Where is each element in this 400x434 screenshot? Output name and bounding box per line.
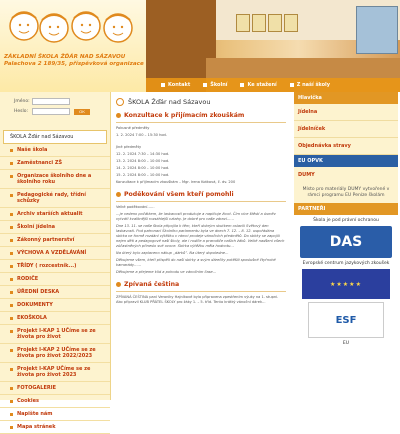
nav-kontakt[interactable] (156, 82, 195, 88)
eu-title: EU OPVK (294, 155, 398, 167)
dumy-text: Místo pro materiály DUMY vytvořené v rámci programu EU Peníze školám (302, 187, 390, 198)
header-banner (0, 0, 146, 92)
menu-bullet-icon (10, 387, 13, 390)
sidebar-item-label: Mapa stránek (17, 424, 56, 430)
sidebar-item-label: Naše škola (17, 147, 48, 153)
main-content (112, 92, 290, 400)
square-bullet-icon (240, 83, 244, 87)
sidebar-item-label: FOTOGALERIE (17, 385, 57, 391)
username-input[interactable] (32, 98, 70, 105)
menu-bullet-icon (10, 317, 13, 320)
menu-bullet-icon (10, 291, 13, 294)
sidebar-item[interactable] (0, 221, 110, 234)
section-title: Konzultace k přijímacím zkouškám (116, 112, 286, 119)
school-name-line1: ZÁKLADNÍ ŠKOLA ŽĎÁR NAD SÁZAVOU (4, 54, 126, 60)
sidebar-item-label: Projekt I-KAP 1 UČíme se ze života pro život (17, 328, 96, 340)
sidebar-item-label: Napište nám (17, 411, 53, 417)
schedule-line: 14. 2. 2024 8:00 – 10:00 hod. (116, 166, 170, 170)
das-logo[interactable]: DAS (300, 226, 392, 258)
right-box-title: Hlavička (294, 92, 398, 104)
sidebar-item[interactable] (0, 170, 110, 189)
photo-poster (252, 14, 266, 32)
school-name-line2: Palachova 2 189/35, příspěvková organizace (4, 60, 144, 67)
eu-flag-logo: ★★★★★ (302, 269, 390, 299)
menu-bullet-icon (10, 278, 13, 281)
menu-bullet-icon (10, 413, 13, 416)
sidebar-item-label: VÝCHOVA A VZDĚLÁVÁNÍ (17, 250, 87, 256)
menu-bullet-icon (10, 349, 13, 352)
schedule-line: 15. 2. 2024 8:00 – 10:00 hod. (116, 173, 170, 177)
sidebar-item[interactable] (0, 234, 110, 247)
sidebar-item[interactable] (0, 273, 110, 286)
sidebar-item[interactable] (0, 312, 110, 325)
consultation-schedule (116, 126, 286, 178)
paragraph: Na úterý bylo zaplaceno nákup „dárků“. Na úterý dopoledne… (116, 251, 229, 255)
sidebar-item-label: RODIČE (17, 276, 39, 282)
menu-bullet-icon (10, 426, 13, 429)
divider (116, 201, 286, 202)
eu-label: EU (298, 341, 394, 346)
section-title: Poděkování všem kteří pomohli (116, 191, 286, 198)
username-label: Jméno: (14, 99, 30, 104)
section-thanks (116, 191, 286, 275)
sidebar-item[interactable] (0, 382, 110, 395)
sidebar-item[interactable] (0, 363, 110, 382)
sidebar-item[interactable] (0, 144, 110, 157)
section-title: Zpívaná čeština (116, 281, 286, 288)
photo-poster (268, 14, 282, 32)
menu-bullet-icon (10, 304, 13, 307)
nav-label: Školní (210, 82, 228, 88)
sidebar-item-label: DOKUMENTY (17, 302, 53, 308)
partner-language-centre[interactable]: Evropské centrum jazykových zkoušek (298, 261, 394, 266)
link-jidelnicek[interactable]: Jídelníček (294, 121, 398, 138)
top-nav (146, 78, 400, 92)
schedule-line: 13. 2. 2024 8:00 – 10:00 hod. (116, 159, 170, 163)
thanks-paragraphs (116, 212, 286, 275)
sidebar-item-label: Organizace školního dne a školního roku (17, 173, 92, 185)
sidebar-item[interactable] (0, 408, 110, 421)
schedule-line: Pokusné předměty (116, 126, 150, 130)
sidebar-item[interactable] (0, 260, 110, 273)
schedule-line (116, 140, 286, 143)
nav-ke-stazeni[interactable] (235, 82, 281, 88)
home-icon (116, 98, 124, 106)
sidebar-item-label: Projekt I-KAP UČíme se ze života pro život 2023 (17, 366, 91, 378)
password-label: Heslo: (14, 109, 29, 114)
sidebar-item-label: TŘÍDY ( rozcestník...) (17, 263, 77, 269)
nav-skolni[interactable] (198, 82, 232, 88)
login-form (0, 92, 110, 128)
menu-bullet-icon (10, 162, 13, 165)
consultation-note: Konzultace k přijímacím zkouškám – Mgr. Irena Kotková, č. dv. 200 (116, 180, 236, 184)
canteen-links (294, 104, 398, 155)
sidebar-item[interactable] (0, 325, 110, 344)
bullet-icon (116, 113, 121, 118)
nav-label: Ke stažení (247, 82, 277, 88)
sidebar-item-label: Pedagogické rady, třídní schůzky (17, 192, 86, 204)
paragraph: …je vedeno počátkem, že laskavostí produkuje a naplňuje život. Čím více štěstí a úsměv vytváří kvalitnější rozsáhlejší vztahy. Je dobré pro naše zdraví…… (116, 212, 276, 221)
page-title-text: ŠKOLA Žďár nad Sázavou (128, 98, 211, 106)
sidebar-item-label: ŠKOLA Žďár nad Sázavou (10, 134, 74, 140)
dumy-title[interactable]: DUMY (298, 172, 315, 178)
divider (116, 122, 286, 123)
sidebar-item[interactable] (3, 130, 107, 144)
esf-logo[interactable]: ESF (308, 302, 384, 338)
square-bullet-icon (161, 83, 165, 87)
sidebar-menu (0, 130, 110, 434)
sidebar-item-label: Zákonný partnerství (17, 237, 75, 243)
menu-bullet-icon (10, 194, 13, 197)
menu-bullet-icon (10, 149, 13, 152)
menu-bullet-icon (10, 239, 13, 242)
menu-bullet-icon (10, 265, 13, 268)
greeting-text: Velké poděkování…… (116, 205, 155, 209)
sidebar-item[interactable] (0, 208, 110, 221)
menu-bullet-icon (10, 213, 13, 216)
sidebar-item-label: Školní jídelna (17, 224, 56, 230)
singing-czech-text: ZPÍVANÁ ČEŠTINA paní Veroniky Hajníkové byla připravena zpestřením výuky na 1. stupni. Ako připravil KLUB PŘÁTEL ŠKOLY pro žáky 1. – 5. tříd. Tento krátký vánoční dárek... (116, 295, 279, 304)
paragraph: Děkujeme všem, kteří přispěli do naší sbírky a svým dárečky potěšili sposlušné čtyřnohé kamarády…… (116, 258, 276, 267)
sidebar-item-label: Projekt I-KAP 2 UČíme se ze života pro život 2022/2023 (17, 347, 96, 359)
school-name (4, 54, 154, 68)
photo-poster (236, 14, 250, 32)
nav-label: Z naší školy (296, 82, 331, 88)
menu-bullet-icon (10, 368, 13, 371)
partners-title: PARTNEŘI (294, 203, 398, 215)
sidebar-item[interactable] (0, 247, 110, 260)
sidebar-item-label: EKOŠKOLA (17, 315, 47, 321)
page-title (112, 92, 290, 106)
sidebar-item[interactable] (0, 395, 110, 408)
paragraph: Děkujeme a přejeme klid a pohodu ve vánočním čase… (116, 270, 217, 274)
paragraph: Dne 13. 11. se naše škola připojila k těm, kteří dobrým skutkem oslavili Světový den laskavosti. Pod patronací Školního parlamentu byla ve dnech 7. 12. – 8. 12. uspořádána sbírka ve formě rozdání výtěžku v rámci prodeje vánočních předmětů. Do sbírky se zapojili nejen děti a pedagogové naší školy, ale i rodiče a prarodiče našich žáků. Velké nadšení všech zúčastněných přineslo své ovoce. Sbírka výtěžku měla hodnotu… (116, 224, 285, 248)
photo-board (356, 6, 398, 54)
sidebar-item[interactable] (0, 157, 110, 170)
sidebar-item[interactable] (0, 286, 110, 299)
sidebar-item[interactable] (0, 299, 110, 312)
sidebar-item[interactable] (0, 344, 110, 363)
menu-bullet-icon (10, 226, 13, 229)
link-jidelna[interactable]: Jídelna (294, 104, 398, 121)
sidebar-item-label: ÚŘEDNÍ DESKA (17, 289, 60, 295)
bullet-icon (116, 282, 121, 287)
square-bullet-icon (290, 83, 294, 87)
menu-bullet-icon (10, 175, 13, 178)
password-input[interactable] (32, 108, 70, 115)
sidebar-item[interactable] (0, 421, 110, 434)
nav-label: Kontakt (168, 82, 191, 88)
sidebar-item-label: Archiv starších aktualit (17, 211, 83, 217)
schedule-line: Jiné předměty (116, 145, 142, 149)
site-header (0, 0, 400, 92)
section-singing-czech (116, 281, 286, 305)
link-objednavka[interactable]: Objednávka stravy (294, 138, 398, 155)
divider (116, 291, 286, 292)
sidebar-item[interactable] (0, 189, 110, 208)
children-drawing-logo (4, 6, 144, 52)
dumy-box (294, 167, 398, 203)
sidebar-item-label: Cookies (17, 398, 39, 404)
left-sidebar (0, 92, 111, 430)
nav-z-nasi-skoly[interactable] (285, 82, 335, 88)
right-sidebar (292, 92, 400, 400)
bullet-icon (116, 192, 121, 197)
login-button[interactable]: OK (74, 109, 90, 115)
partner-legal-text: Škola je pod právní ochranou (298, 218, 394, 223)
menu-bullet-icon (10, 330, 13, 333)
schedule-line: 1. 2. 2024 7:00 – 15:30 hod. (116, 133, 167, 137)
photo-poster (284, 14, 298, 32)
section-consultations (116, 112, 286, 185)
sidebar-item-label: Zaměstnanci ZŠ (17, 160, 63, 166)
square-bullet-icon (203, 83, 207, 87)
menu-bullet-icon (10, 252, 13, 255)
schedule-line: 12. 2. 2024 7:30 – 14:30 hod. (116, 152, 170, 156)
